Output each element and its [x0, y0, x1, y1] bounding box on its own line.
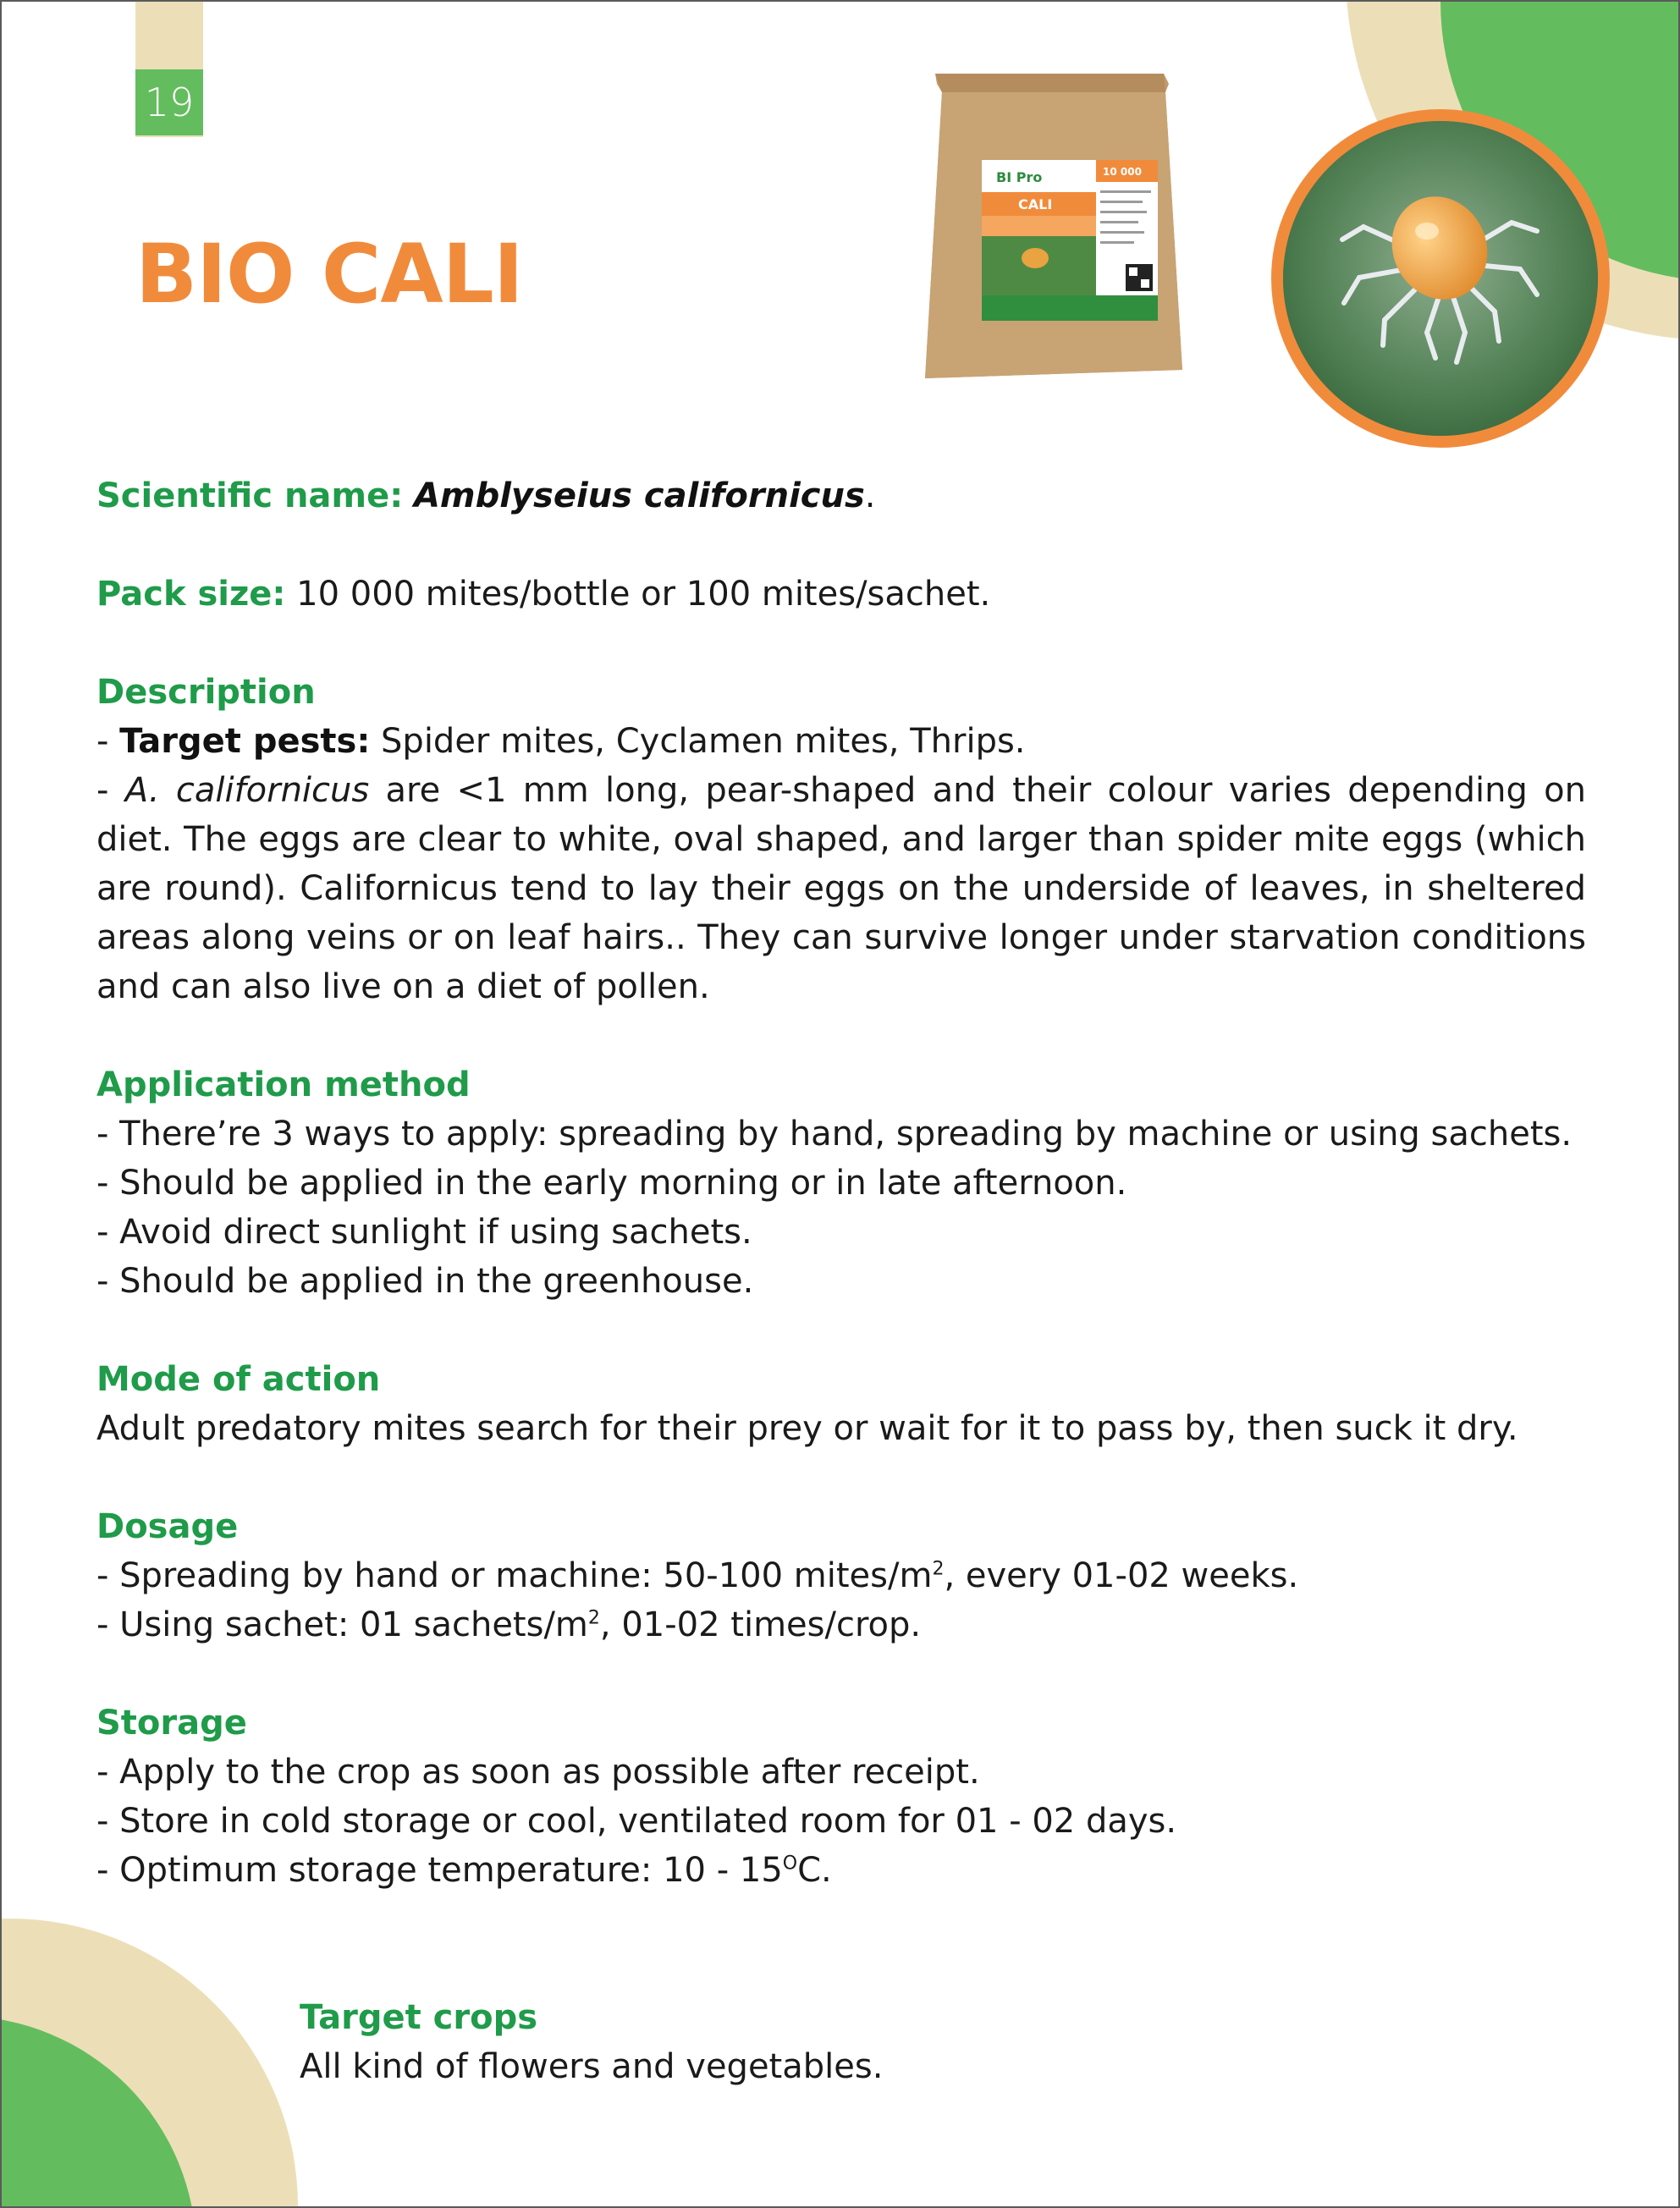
bag-brand-text: BI Pro	[996, 169, 1043, 185]
target-pests-value: Spider mites, Cyclamen mites, Thrips.	[381, 722, 1026, 761]
description-body	[96, 766, 1586, 1011]
target-crops	[300, 1993, 883, 2091]
dosage-line1-text: - Spreading by hand or machine: 50-100 mites/m	[96, 1556, 933, 1595]
dosage-line2-text: - Using sachet: 01 sachets/m	[96, 1605, 588, 1644]
page-number: 19	[135, 69, 203, 135]
target-crops-text: All kind of flowers and vegetables.	[300, 2047, 884, 2086]
dosage-line2-sup: 2	[587, 1607, 600, 1629]
target-pests-label: Target pests:	[119, 722, 371, 761]
bag-count-text: 10 000	[1103, 166, 1142, 178]
description-text: are <1 mm long, pear-shaped and their colour varies depending on diet. The eggs are clear to white, oval shaped, and larger than spider mite eggs (which are round). Californicus tend to lay their eggs on the underside of leaves, in sheltered areas along veins or on leaf hairs.. They can survive longer under starvation conditions and can also live on a diet of pollen.	[96, 771, 1586, 1006]
dosage-item	[96, 1600, 1586, 1649]
bag-product-text: CALI	[1018, 196, 1053, 212]
application-item: - Should be applied in the early morning or in late afternoon.	[96, 1164, 1127, 1203]
pack-size-value: 10 000 mites/bottle or 100 mites/sachet.	[296, 575, 991, 614]
dosage-item	[96, 1551, 1586, 1600]
storage-item	[96, 1846, 1586, 1895]
storage-heading: Storage	[96, 1704, 247, 1743]
storage-temp-unit: C.	[797, 1851, 832, 1890]
dosage-line2-tail: , 01-02 times/crop.	[599, 1605, 922, 1644]
scientific-name-label: Scientific name:	[96, 476, 404, 515]
target-pests	[96, 717, 1586, 766]
scientific-name-value: Amblyseius californicus	[413, 476, 865, 515]
description-bullet: -	[96, 771, 125, 810]
application-item: - Should be applied in the greenhouse.	[96, 1262, 754, 1301]
pack-size-label: Pack size:	[96, 575, 286, 614]
storage-item: - Store in cold storage or cool, ventilated room for 01 - 02 days.	[96, 1802, 1177, 1841]
storage-item: - Apply to the crop as soon as possible after receipt.	[96, 1753, 980, 1792]
target-crops-heading: Target crops	[300, 1998, 538, 2037]
description-heading: Description	[96, 673, 316, 712]
product-bag-image	[918, 74, 1198, 412]
storage-temp-degree: O	[782, 1853, 798, 1875]
description-species: A. californicus	[124, 771, 370, 810]
storage-temp-text: - Optimum storage temperature: 10 - 15	[96, 1851, 783, 1890]
scientific-name	[96, 471, 1586, 520]
pack-size	[96, 570, 1586, 619]
mode-heading: Mode of action	[96, 1360, 381, 1399]
application-heading: Application method	[96, 1065, 471, 1104]
target-pests-bullet: -	[96, 722, 120, 761]
mite-photo	[1271, 109, 1610, 448]
dosage-line1-tail: , every 01-02 weeks.	[944, 1556, 1299, 1595]
application-item: - There’re 3 ways to apply: spreading by hand, spreading by machine or using sachets.	[96, 1115, 1573, 1154]
content	[96, 471, 1586, 1895]
application-item: - Avoid direct sunlight if using sachets.	[96, 1213, 752, 1252]
scientific-name-suffix: .	[864, 476, 876, 515]
dosage-heading: Dosage	[96, 1507, 239, 1546]
dosage-line1-sup: 2	[932, 1558, 945, 1580]
mode-text: Adult predatory mites search for their prey or wait for it to pass by, then suck it dry.	[96, 1409, 1518, 1448]
page-title: BIO CALI	[135, 227, 523, 322]
mite-illustration	[1283, 121, 1598, 436]
